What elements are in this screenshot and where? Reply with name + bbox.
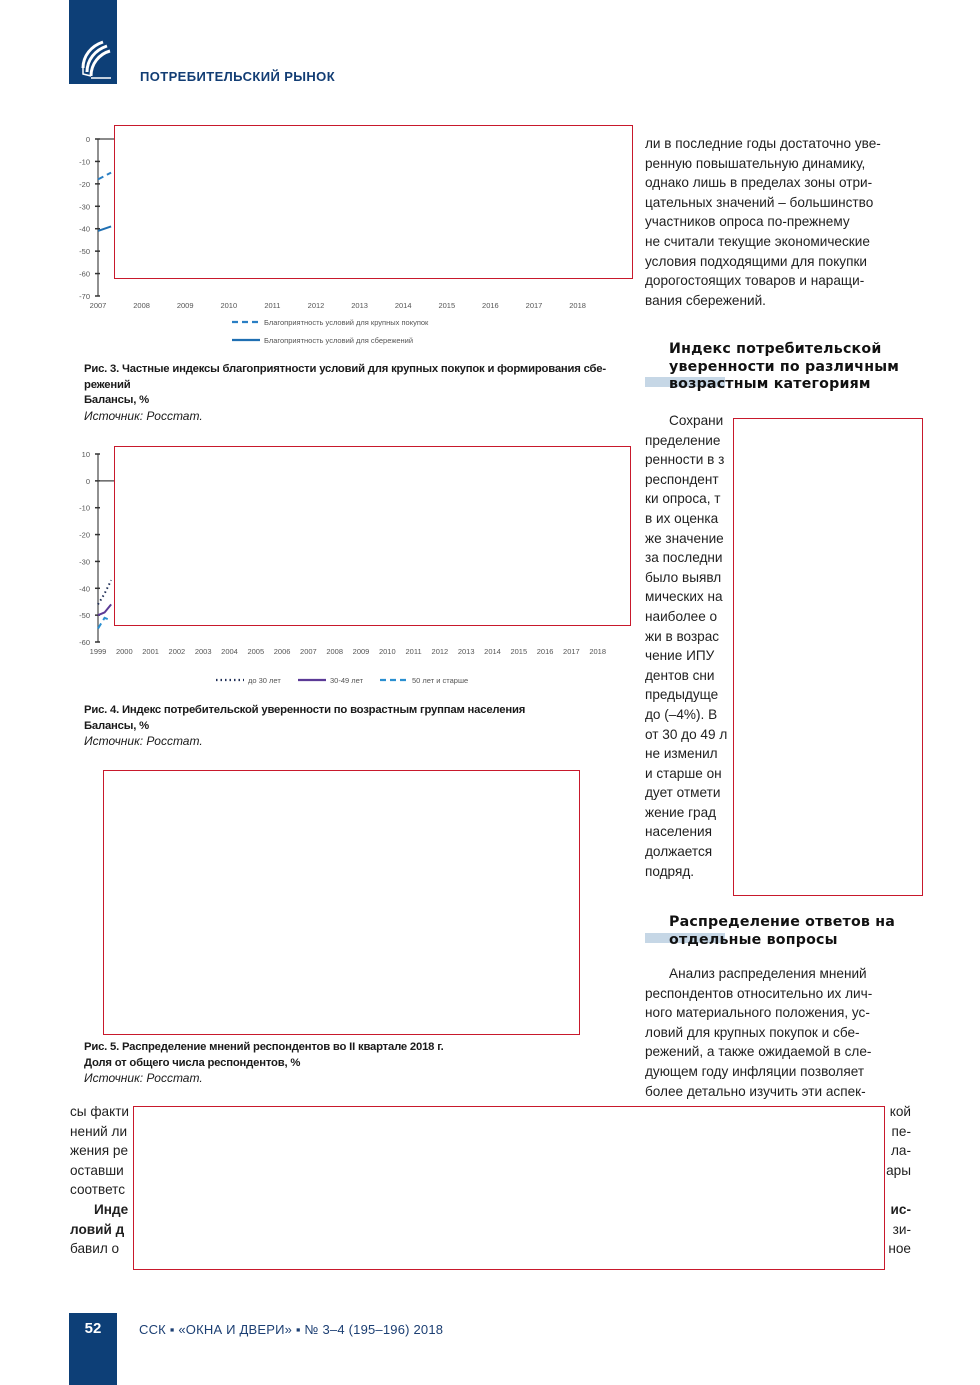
text-line: сы факти <box>70 1104 130 1119</box>
text-line: подряд. <box>645 863 695 879</box>
series-line-1 <box>98 173 111 180</box>
text-line: ары <box>886 1162 911 1178</box>
figure-5-caption <box>84 1040 624 1087</box>
right-column-paragraph-3 <box>645 964 911 1101</box>
redacted-chart-area-fig3 <box>114 125 633 279</box>
text-line: ла- <box>890 1143 911 1159</box>
x-tick-label: 2010 <box>220 301 238 310</box>
text-line: однако лишь в пределах зоны отри- <box>645 175 873 191</box>
text-line: населения <box>645 824 712 840</box>
text-line: ки опроса, т <box>645 491 721 507</box>
text-line: не считали текущие экономические <box>645 233 870 249</box>
x-tick-label: 2011 <box>264 301 281 310</box>
text-line: мических на <box>645 589 723 605</box>
x-tick-label: 2017 <box>525 301 543 310</box>
right-column-paragraph-2 <box>645 411 735 881</box>
text-line: вания сбережений. <box>645 292 766 308</box>
text-line: ли в последние годы достаточно уве- <box>645 136 881 151</box>
figure-3-title: Рис. 3. Частные индексы благоприятности условий для крупных покупок и формирования сбе-режений <box>84 363 606 391</box>
text-line: условия подходящими для покупки <box>645 253 868 269</box>
figure-3-caption <box>84 362 624 424</box>
x-tick-label: 2011 <box>405 647 422 656</box>
x-tick-label: 2018 <box>569 301 586 310</box>
x-tick-label: 2008 <box>133 301 150 310</box>
text-line: ренности в з <box>645 452 725 468</box>
y-tick-label: -30 <box>79 202 90 212</box>
text-line: нений ли <box>70 1123 128 1139</box>
x-tick-label: 2017 <box>563 647 580 656</box>
x-tick-label: 2014 <box>394 301 412 310</box>
series-line-3 <box>98 618 111 629</box>
y-tick-label: -40 <box>79 584 90 594</box>
text-line: участников опроса по-прежнему <box>645 214 850 230</box>
text-line: не изменил <box>645 746 718 762</box>
x-tick-label: 2003 <box>194 647 212 656</box>
text-line: дентов сни <box>645 667 715 683</box>
x-tick-label: 2009 <box>352 647 370 656</box>
x-tick-label: 2015 <box>510 647 528 656</box>
y-tick-label: -20 <box>79 530 90 540</box>
x-tick-label: 2012 <box>307 301 325 310</box>
figure-4-units: Балансы, % <box>84 719 149 732</box>
y-tick-label: -50 <box>79 611 90 621</box>
y-tick-label: -10 <box>79 157 90 167</box>
redacted-chart-area-fig4 <box>114 446 631 626</box>
x-tick-label: 2000 <box>115 647 133 656</box>
text-line: ловий для крупных покупок и сбе- <box>645 1024 860 1040</box>
text-line: Сохрани <box>669 413 724 428</box>
x-tick-label: 2015 <box>438 301 456 310</box>
text-line: жения ре <box>70 1143 129 1159</box>
heading-distribution: Распределение ответов на отдельные вопросы <box>669 914 895 948</box>
y-tick-label: -70 <box>79 292 90 301</box>
page-number: 52 <box>84 1320 102 1337</box>
x-tick-label: 2013 <box>351 301 368 310</box>
x-tick-label: 2004 <box>221 647 238 656</box>
text-line: и старше он <box>645 765 722 781</box>
text-line: зи- <box>892 1221 911 1237</box>
x-tick-label: 2001 <box>142 647 159 656</box>
x-tick-label: 1999 <box>89 647 107 656</box>
x-tick-label: 2008 <box>326 647 344 656</box>
y-tick-label: -60 <box>79 269 90 279</box>
figure-5-title: Рис. 5. Распределение мнений респондентов во II квартале 2018 г. <box>84 1041 444 1053</box>
text-line: дующем году инфляции позволяет <box>645 1063 865 1079</box>
series-line-2 <box>98 604 111 615</box>
figure-3-source: Источник: Росстат. <box>84 408 203 423</box>
x-tick-label: 2002 <box>168 647 186 656</box>
text-line: чение ИПУ <box>645 648 715 664</box>
text-line: жи в возрас <box>645 628 720 644</box>
text-line: кой <box>889 1104 911 1119</box>
text-line: соответс <box>70 1182 126 1198</box>
y-tick-label: 0 <box>85 476 90 486</box>
redacted-text-block <box>733 418 923 896</box>
text-line: было выявл <box>645 569 722 585</box>
series-line-1 <box>98 580 111 604</box>
x-tick-label: 2016 <box>482 301 499 310</box>
y-tick-label: -30 <box>79 557 90 567</box>
text-line: жение град <box>645 804 717 820</box>
header-logo-block <box>69 0 117 84</box>
text-line: бавил о <box>70 1241 120 1257</box>
y-tick-label: -60 <box>79 638 90 647</box>
text-line: должается <box>645 844 713 860</box>
x-tick-label: 2018 <box>589 647 607 656</box>
text-line: респондент <box>645 471 719 487</box>
x-tick-label: 2007 <box>300 647 317 656</box>
figure-5-units: Доля от общего числа респондентов, % <box>84 1056 301 1069</box>
text-line: дорогостоящих товаров и наращи- <box>645 273 865 289</box>
x-tick-label: 2010 <box>378 647 396 656</box>
text-line: до (–4%). В <box>645 706 718 722</box>
text-line: ного материального положения, ус- <box>645 1005 870 1021</box>
text-line: от 30 до 49 л <box>645 726 728 742</box>
y-tick-label: 10 <box>81 450 90 459</box>
text-line: ис- <box>890 1201 911 1217</box>
x-tick-label: 2009 <box>176 301 194 310</box>
legend-label: 50 лет и старше <box>412 676 469 685</box>
legend-label: Благоприятность условий для сбережений <box>264 336 414 345</box>
text-line: ное <box>888 1241 911 1257</box>
text-line: пе- <box>891 1123 911 1139</box>
text-line: ловий д <box>70 1221 125 1237</box>
x-tick-label: 2013 <box>457 647 475 656</box>
y-tick-label: -20 <box>79 179 90 189</box>
journal-info: ССК ▪ «ОКНА И ДВЕРИ» ▪ № 3–4 (195–196) 2018 <box>139 1322 444 1337</box>
text-line: респондентов относительно их лич- <box>645 985 873 1001</box>
y-tick-label: -40 <box>79 224 90 234</box>
x-tick-label: 2006 <box>273 647 291 656</box>
legend-label: до 30 лет <box>248 676 281 685</box>
y-tick-label: -50 <box>79 247 90 257</box>
x-tick-label: 2016 <box>536 647 554 656</box>
figure-5-source: Источник: Росстат. <box>84 1071 203 1085</box>
y-tick-label: 0 <box>85 135 90 144</box>
x-tick-label: 2005 <box>247 647 265 656</box>
text-line: Анализ распределения мнений <box>669 966 867 981</box>
text-line: более детально изучить эти аспек- <box>645 1083 866 1099</box>
x-tick-label: 2007 <box>89 301 107 310</box>
x-tick-label: 2012 <box>431 647 449 656</box>
text-line: за последни <box>645 550 723 566</box>
publisher-logo-icon <box>77 38 111 80</box>
heading-age-categories: Индекс потребительской уверенности по различным возрастным категориям <box>669 341 900 393</box>
text-line: же значение <box>645 530 724 546</box>
text-line: оставши <box>70 1162 124 1178</box>
redacted-figure-5 <box>103 770 580 1035</box>
text-line: пределение <box>645 432 721 448</box>
y-tick-label: -10 <box>79 503 90 513</box>
text-line: наиболее о <box>645 608 718 624</box>
x-tick-label: 2014 <box>484 647 501 656</box>
text-line: Инде <box>94 1201 129 1217</box>
text-line: предыдуще <box>645 687 719 703</box>
legend-label: 30-49 лет <box>330 676 363 685</box>
text-line: ренную повышательную динамику, <box>645 155 866 171</box>
right-column-paragraph-1 <box>645 134 911 310</box>
section-title: ПОТРЕБИТЕЛЬСКИЙ РЫНОК <box>140 69 336 84</box>
legend-label: Благоприятность условий для крупных покупок <box>264 318 429 327</box>
text-line: в их оценка <box>645 510 719 526</box>
redacted-bottom-block <box>133 1106 885 1270</box>
text-line: режений, а также ожидаемой в сле- <box>645 1044 872 1060</box>
text-line: дует отмети <box>645 785 721 801</box>
figure-3-units: Балансы, % <box>84 394 149 406</box>
figure-4-title: Рис. 4. Индекс потребительской уверенности по возрастным группам населения <box>84 704 526 716</box>
figure-4-caption <box>84 703 624 750</box>
figure-4-source: Источник: Росстат. <box>84 734 203 748</box>
text-line: цательных значений – большинство <box>645 194 874 210</box>
